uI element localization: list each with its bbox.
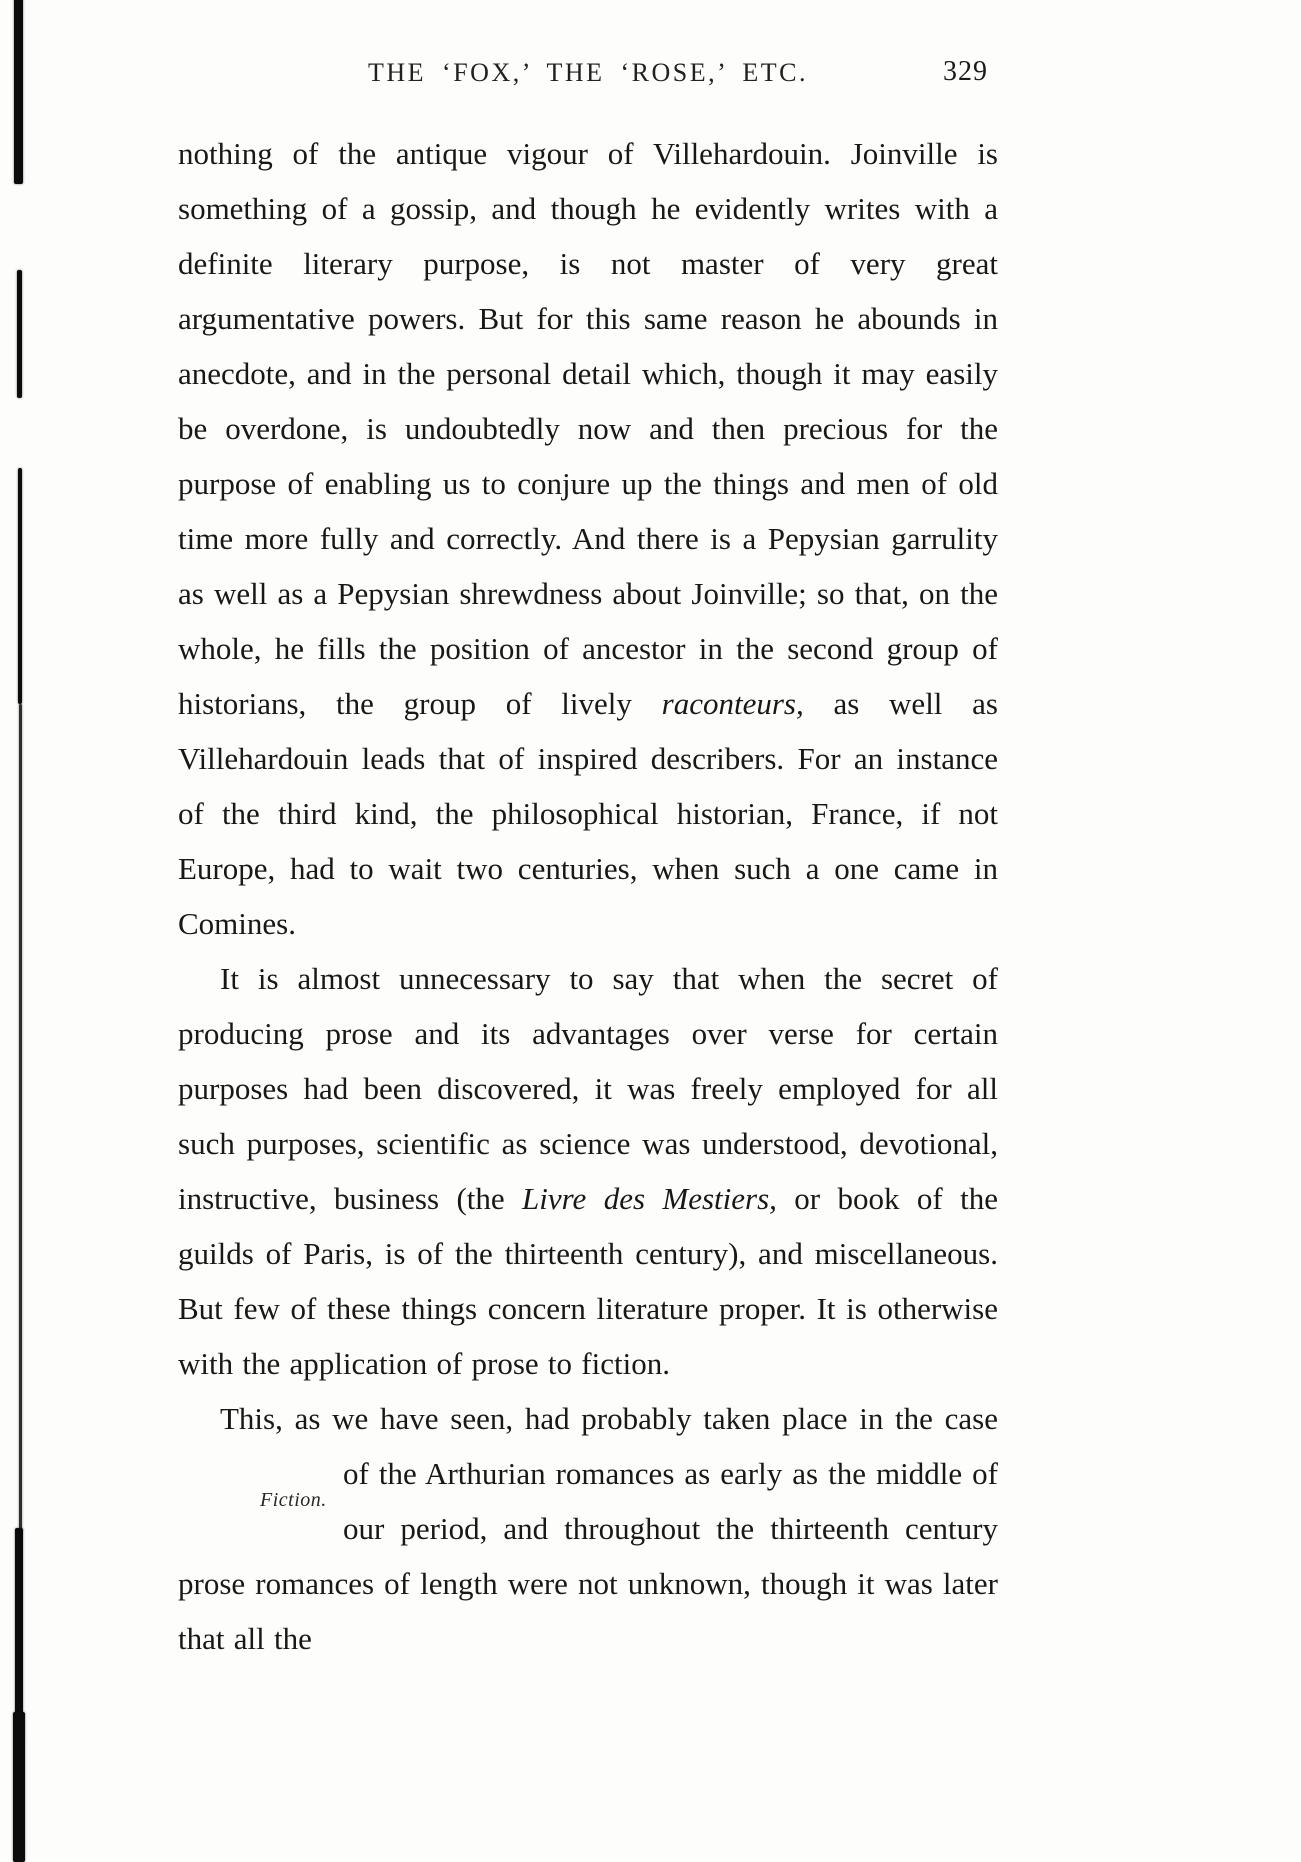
scan-artifact [19, 704, 22, 1534]
paragraph-3-text: This, as we have seen, had probably taken place in the case of the Arthurian romances as early as the [220, 1401, 998, 1491]
scan-edge-artifacts [0, 0, 40, 1859]
italic-livre-des-mestiers: Livre des Mestiers, [522, 1181, 777, 1216]
paragraph-2-text-continued: or book of the guilds of Paris, is of the thirteenth century), and miscellaneous. But few of these things concern literature proper. It is otherwise with the application of prose to fiction. [178, 1181, 998, 1381]
scan-artifact [13, 1712, 25, 1862]
page-number: 329 [943, 56, 988, 87]
paragraph-2 [178, 951, 998, 1391]
scan-artifact [18, 468, 22, 704]
paragraph-1-text: nothing of the antique vigour of Villehardouin. Joinville is something of a gossip, and though he evidently writes with a definite literary purpose, is not master of very great argumentative powers. But for this same reason he abounds in anecdote, and in the personal detail which, though it may easily be overdone, is undoubtedly now and then precious for the purpose of enabling us to conjure up the things and men of old time more fully and correctly. And there is a Pepysian garrulity as well as a Pepysian shrewdness about Joinville; so that, on the whole, he fills the position of ancestor in the second group of historians, the group of lively [178, 136, 998, 721]
sidenote-fiction [178, 1446, 343, 1554]
scan-artifact [15, 1528, 23, 1738]
paragraph-1-text-continued: as well as Villehardouin leads that of inspired describers. For an instance of the third kind, the philosophical historian, France, if not Europe, had to wait two centuries, when such a one came in Comines. [178, 686, 998, 941]
page-text [178, 126, 998, 1666]
paragraph-2-text: It is almost unnecessary to say that when the secret of producing prose and its advantages over verse for certain purposes had been discovered, it was freely employed for all such purposes, scientific as science was understood, devotional, instructive, business (the [178, 961, 998, 1216]
italic-raconteurs: raconteurs, [661, 686, 804, 721]
running-title: THE ‘FOX,’ THE ‘ROSE,’ ETC. [368, 58, 808, 87]
paragraph-3-text-continued: middle of our period, and throughout the thirteenth century prose romances of length were not unknown, though it was later that all the [178, 1456, 999, 1656]
paragraph-3 [178, 1391, 998, 1666]
paragraph-1 [178, 126, 998, 951]
book-page [178, 58, 998, 1666]
scan-artifact [17, 270, 22, 398]
page-header [178, 58, 998, 100]
scan-artifact [14, 0, 23, 184]
sidenote-label: Fiction. [260, 1488, 327, 1511]
